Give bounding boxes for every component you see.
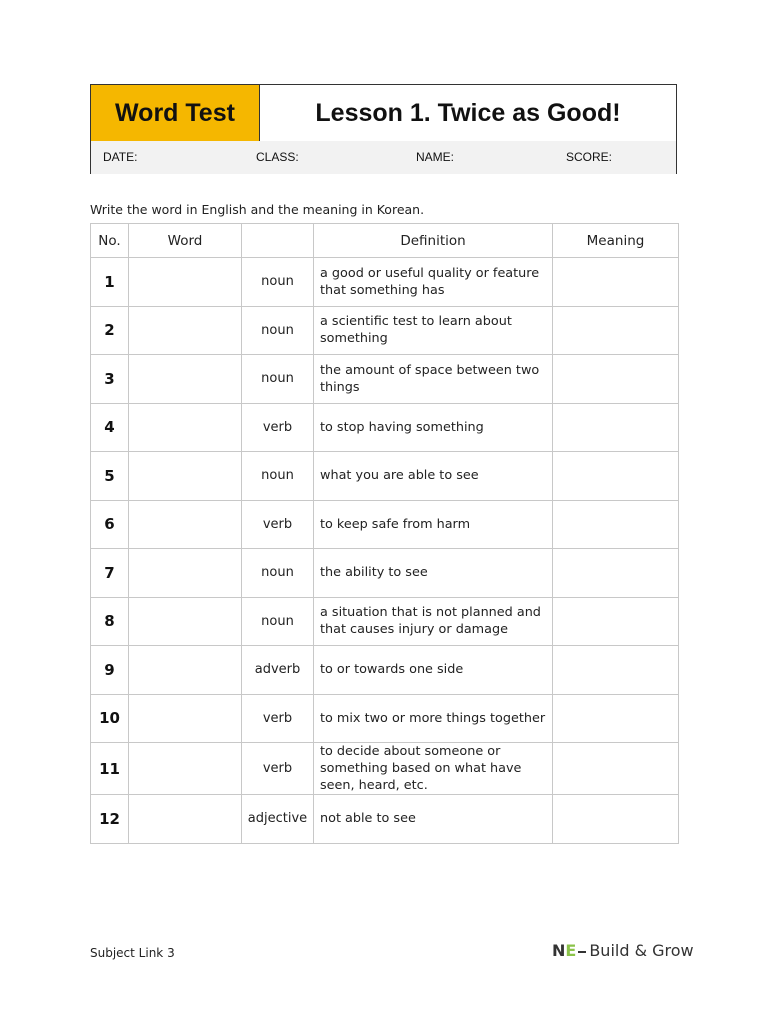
- row-number: 2: [91, 306, 129, 355]
- definition-text: to stop having something: [314, 403, 553, 452]
- row-number: 3: [91, 355, 129, 404]
- column-header-word: Word: [129, 224, 242, 258]
- meaning-answer-cell[interactable]: [553, 549, 679, 598]
- word-answer-cell[interactable]: [129, 306, 242, 355]
- meaning-answer-cell[interactable]: [553, 258, 679, 307]
- table-row: [91, 258, 679, 307]
- table-row: [91, 306, 679, 355]
- table-row: [91, 403, 679, 452]
- table-row: [91, 694, 679, 743]
- row-number: 11: [91, 743, 129, 795]
- brand-slogan: Build & Grow: [589, 941, 694, 960]
- word-answer-cell[interactable]: [129, 258, 242, 307]
- meaning-answer-cell[interactable]: [553, 403, 679, 452]
- table-row: [91, 743, 679, 795]
- part-of-speech: noun: [242, 258, 314, 307]
- word-answer-cell[interactable]: [129, 743, 242, 795]
- table-row: [91, 355, 679, 404]
- row-number: 7: [91, 549, 129, 598]
- meaning-answer-cell[interactable]: [553, 694, 679, 743]
- test-header: [90, 84, 677, 174]
- meaning-answer-cell[interactable]: [553, 795, 679, 844]
- table-header-row: [91, 224, 679, 258]
- row-number: 12: [91, 795, 129, 844]
- part-of-speech: verb: [242, 743, 314, 795]
- table-row: [91, 549, 679, 598]
- row-number: 1: [91, 258, 129, 307]
- brand-logo: [552, 941, 694, 960]
- word-answer-cell[interactable]: [129, 549, 242, 598]
- class-field-label: CLASS:: [256, 150, 299, 164]
- row-number: 5: [91, 452, 129, 501]
- instruction-text: Write the word in English and the meaning in Korean.: [90, 202, 425, 217]
- brand-separator: [578, 951, 586, 953]
- table-row: [91, 646, 679, 695]
- meaning-answer-cell[interactable]: [553, 743, 679, 795]
- lesson-title: Lesson 1. Twice as Good!: [315, 98, 621, 127]
- name-field-label: NAME:: [416, 150, 455, 164]
- part-of-speech: verb: [242, 500, 314, 549]
- definition-text: a situation that is not planned and that causes injury or damage: [314, 597, 553, 646]
- header-title-row: [91, 85, 676, 142]
- part-of-speech: noun: [242, 597, 314, 646]
- table-row: [91, 795, 679, 844]
- column-header-meaning: Meaning: [553, 224, 679, 258]
- table-row: [91, 597, 679, 646]
- part-of-speech: verb: [242, 694, 314, 743]
- part-of-speech: verb: [242, 403, 314, 452]
- brand-logo-n: N: [552, 941, 566, 960]
- meaning-answer-cell[interactable]: [553, 500, 679, 549]
- word-answer-cell[interactable]: [129, 597, 242, 646]
- part-of-speech: noun: [242, 306, 314, 355]
- column-header-definition: Definition: [314, 224, 553, 258]
- word-answer-cell[interactable]: [129, 694, 242, 743]
- part-of-speech: noun: [242, 549, 314, 598]
- part-of-speech: adverb: [242, 646, 314, 695]
- definition-text: the amount of space between two things: [314, 355, 553, 404]
- meaning-answer-cell[interactable]: [553, 355, 679, 404]
- vocabulary-table: [90, 223, 679, 844]
- brand-logo-e: E: [565, 941, 577, 960]
- word-answer-cell[interactable]: [129, 403, 242, 452]
- definition-text: not able to see: [314, 795, 553, 844]
- meaning-answer-cell[interactable]: [553, 646, 679, 695]
- definition-text: to decide about someone or something based on what have seen, heard, etc.: [314, 743, 553, 795]
- meaning-answer-cell[interactable]: [553, 306, 679, 355]
- meaning-answer-cell[interactable]: [553, 452, 679, 501]
- row-number: 10: [91, 694, 129, 743]
- word-answer-cell[interactable]: [129, 795, 242, 844]
- date-field-label: DATE:: [103, 150, 138, 164]
- definition-text: a good or useful quality or feature that something has: [314, 258, 553, 307]
- definition-text: to or towards one side: [314, 646, 553, 695]
- definition-text: to keep safe from harm: [314, 500, 553, 549]
- row-number: 4: [91, 403, 129, 452]
- table-row: [91, 452, 679, 501]
- word-answer-cell[interactable]: [129, 646, 242, 695]
- subject-name: Subject Link 3: [90, 946, 175, 960]
- column-header-pos: [242, 224, 314, 258]
- row-number: 6: [91, 500, 129, 549]
- table-row: [91, 500, 679, 549]
- column-header-no: No.: [91, 224, 129, 258]
- definition-text: to mix two or more things together: [314, 694, 553, 743]
- part-of-speech: noun: [242, 355, 314, 404]
- definition-text: what you are able to see: [314, 452, 553, 501]
- score-field-label: SCORE:: [566, 150, 613, 164]
- word-answer-cell[interactable]: [129, 500, 242, 549]
- row-number: 9: [91, 646, 129, 695]
- word-answer-cell[interactable]: [129, 355, 242, 404]
- part-of-speech: adjective: [242, 795, 314, 844]
- row-number: 8: [91, 597, 129, 646]
- definition-text: a scientific test to learn about something: [314, 306, 553, 355]
- word-test-badge: Word Test: [91, 85, 260, 141]
- header-fields-row: [91, 141, 676, 174]
- part-of-speech: noun: [242, 452, 314, 501]
- definition-text: the ability to see: [314, 549, 553, 598]
- meaning-answer-cell[interactable]: [553, 597, 679, 646]
- word-answer-cell[interactable]: [129, 452, 242, 501]
